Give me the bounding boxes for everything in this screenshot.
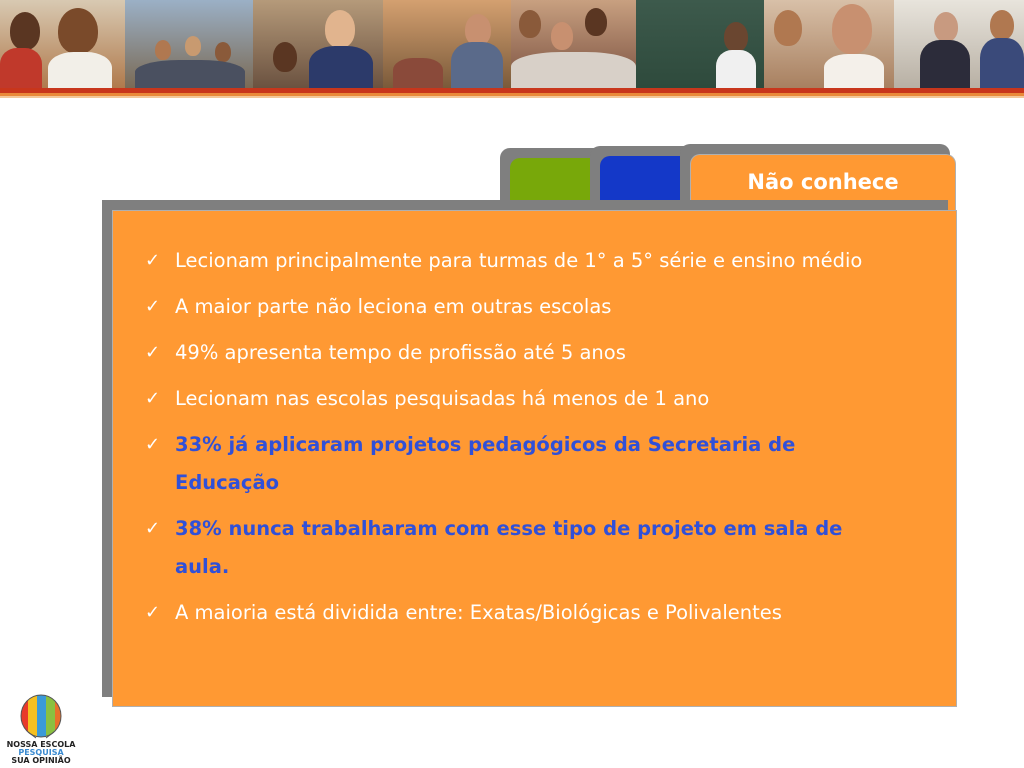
bullet-text: A maior parte não leciona em outras escolas <box>175 295 612 318</box>
bullet-list <box>145 242 885 640</box>
check-icon: ✓ <box>145 602 161 623</box>
list-item <box>145 380 885 418</box>
check-icon: ✓ <box>145 434 161 455</box>
nossa-escola-logo <box>6 694 76 766</box>
photo-teachers-table <box>894 0 1024 88</box>
logo-line-3: SUA OPINIÃO <box>11 756 71 765</box>
bullet-text: 49% apresenta tempo de profissão até 5 anos <box>175 341 626 364</box>
list-item <box>145 334 885 372</box>
bullet-text: Lecionam nas escolas pesquisadas há menos de 1 ano <box>175 387 710 410</box>
list-item-highlighted <box>145 510 885 586</box>
photo-banner <box>0 0 1024 88</box>
bullet-text: A maioria está dividida entre: Exatas/Biológicas e Polivalentes <box>175 601 782 624</box>
bullet-text: 33% já aplicaram projetos pedagógicos da Secretaria de Educação <box>175 433 796 494</box>
hot-air-balloon-icon <box>6 694 76 740</box>
photo-girl-thumbs-up <box>764 0 894 88</box>
check-icon: ✓ <box>145 388 161 409</box>
list-item-highlighted <box>145 426 885 502</box>
check-icon: ✓ <box>145 518 161 539</box>
photo-teacher-speaking <box>383 0 511 88</box>
check-icon: ✓ <box>145 296 161 317</box>
logo-line-2: PESQUISA <box>18 748 64 757</box>
banner-rule-tertiary <box>0 96 1024 98</box>
check-icon: ✓ <box>145 250 161 271</box>
photo-boy-jacket <box>253 0 383 88</box>
photo-chalkboard <box>636 0 764 88</box>
bullet-text: 38% nunca trabalharam com esse tipo de projeto em sala de aula. <box>175 517 843 578</box>
photo-classroom-group <box>125 0 253 88</box>
list-item <box>145 242 885 280</box>
logo-line-1: NOSSA ESCOLA <box>6 740 76 749</box>
list-item <box>145 594 885 632</box>
photo-children-crowd <box>511 0 636 88</box>
bullet-text: Lecionam principalmente para turmas de 1° a 5° série e ensino médio <box>175 249 863 272</box>
tab-title: Não conhece <box>747 170 899 194</box>
check-icon: ✓ <box>145 342 161 363</box>
photo-children-1 <box>0 0 125 88</box>
list-item <box>145 288 885 326</box>
